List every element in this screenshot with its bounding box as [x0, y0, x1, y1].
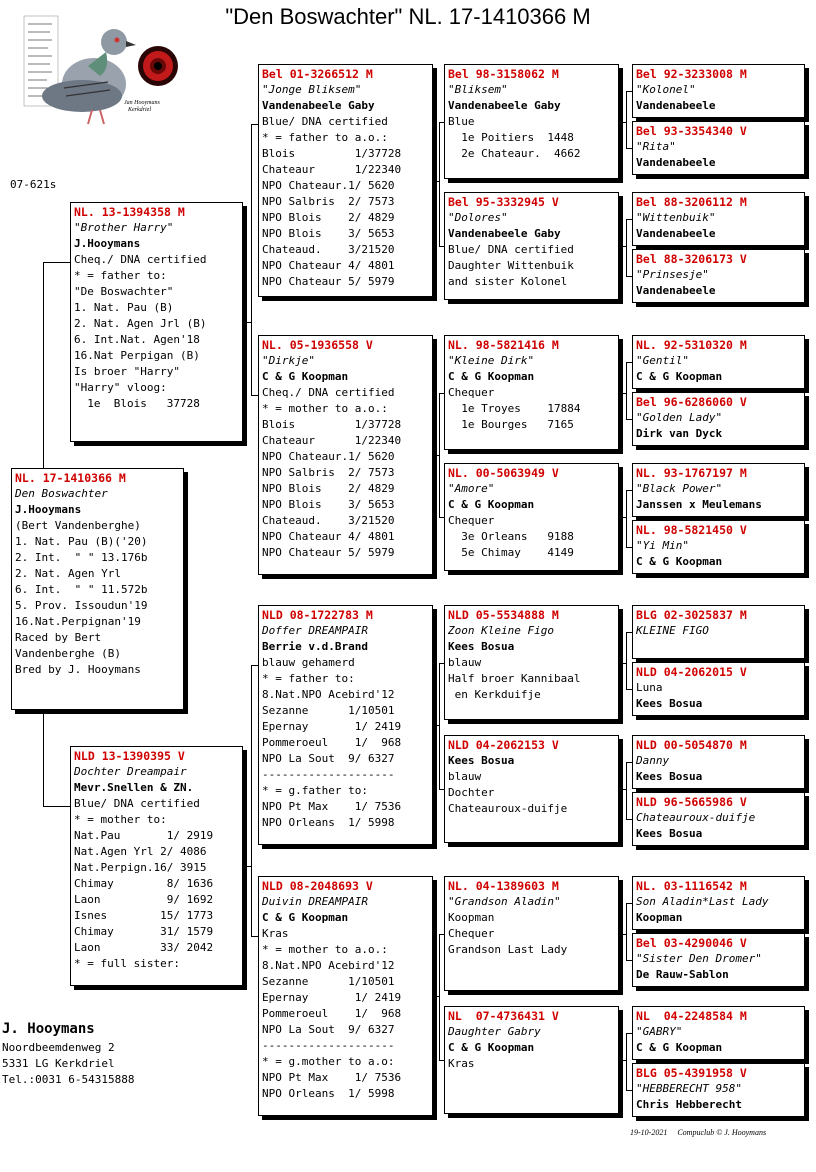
connector-line	[626, 632, 627, 690]
pigeon-card-g11	[632, 735, 805, 789]
breeder-name: Vandenabeele	[636, 156, 716, 169]
info-line: Chateaud. 3/21520	[262, 243, 395, 256]
info-line: * = mother to a.o.:	[262, 943, 388, 956]
footer	[630, 1128, 766, 1137]
info-line: Laon 9/ 1692	[74, 893, 214, 906]
info-line: Epernay 1/ 2419	[262, 720, 402, 733]
pigeon-card-g3	[632, 192, 805, 246]
info-line: NPO Blois 3/ 5653	[262, 227, 395, 240]
info-line: 5. Prov. Issoudun'19	[15, 599, 148, 612]
info-line: blauw gehamerd	[262, 656, 355, 669]
breeder-name: Janssen x Meulemans	[636, 498, 762, 511]
ring-number: NL 04-2248584 M	[636, 1009, 747, 1023]
pigeon-card-g16	[632, 1063, 805, 1117]
info-line: Chateauroux-duifje	[448, 802, 568, 815]
logo	[22, 14, 182, 130]
connector-line	[626, 903, 627, 961]
breeder-name: De Rauw-Sablon	[636, 968, 729, 981]
info-line: 1. Nat. Pau (B)	[74, 301, 174, 314]
breeder-name: C & G Koopman	[448, 1041, 535, 1054]
connector-line	[439, 393, 440, 519]
pigeon-card-mf	[258, 605, 433, 845]
pigeon-card-ff	[258, 64, 433, 297]
ring-number: BLG 05-4391958 V	[636, 1066, 747, 1080]
info-line: 3e Orleans 9188	[448, 530, 574, 543]
connector-line	[243, 322, 251, 323]
ring-number: NLD 96-5665986 V	[636, 795, 747, 809]
info-line: NPO La Sout 9/ 6327	[262, 1023, 395, 1036]
ring-number: NLD 00-5054870 M	[636, 738, 747, 752]
info-line: 1e Blois 37728	[74, 397, 200, 410]
info-line: Blois 1/37728	[262, 147, 402, 160]
info-line: NPO Blois 3/ 5653	[262, 498, 395, 511]
breeder-name: Vandenabeele	[636, 284, 716, 297]
info-line: Kees Bosua	[636, 697, 703, 710]
pigeon-card-mmm	[444, 1006, 619, 1114]
pigeon-card-mm	[258, 876, 433, 1116]
info-line: Grandson Last Lady	[448, 943, 568, 956]
info-line: NPO Blois 2/ 4829	[262, 211, 395, 224]
pigeon-name: KLEINE FIGO	[636, 624, 709, 637]
pigeon-card-g7	[632, 463, 805, 517]
breeder-name: Chris Hebberecht	[636, 1098, 742, 1111]
info-line: NPO Orleans 1/ 5998	[262, 816, 395, 829]
connector-line	[439, 663, 440, 791]
breeder-name: C & G Koopman	[636, 555, 723, 568]
pigeon-name: "Jonge Bliksem"	[262, 83, 362, 96]
ring-number: NLD 08-1722783 M	[262, 608, 373, 622]
connector-line	[433, 181, 439, 182]
connector-line	[439, 122, 440, 248]
pigeon-name: Dochter Dreampair	[74, 765, 187, 778]
pigeon-name: Son Aladin*Last Lady	[636, 895, 769, 908]
breeder-name: C & G Koopman	[448, 498, 535, 511]
pigeon-card-fm	[258, 335, 433, 575]
breeder-name: C & G Koopman	[636, 1041, 723, 1054]
pigeon-card-fff	[444, 64, 619, 179]
pigeon-card-g12	[632, 792, 805, 846]
info-line: Koopman	[448, 911, 495, 924]
svg-text:Kerkdriel: Kerkdriel	[128, 107, 151, 113]
info-line: * = mother to:	[74, 813, 167, 826]
info-line: blauw	[448, 656, 482, 669]
connector-line	[619, 517, 626, 518]
pigeon-name: "Black Power"	[636, 482, 723, 495]
connector-line	[619, 663, 626, 664]
info-line: Luna	[636, 681, 663, 694]
pigeon-name: "Grandson Aladin"	[448, 895, 561, 908]
info-line: NPO Pt Max 1/ 7536	[262, 1071, 402, 1084]
info-line: * = father to:	[262, 672, 355, 685]
info-line: 2e Chateaur. 4662	[448, 147, 581, 160]
pigeon-card-mfm	[444, 735, 619, 843]
pigeon-name: "Sister Den Dromer"	[636, 952, 762, 965]
pigeon-card-f	[70, 202, 243, 442]
info-line: --------------------	[262, 1039, 395, 1052]
connector-line	[251, 124, 252, 396]
info-line: NPO Blois 2/ 4829	[262, 482, 395, 495]
ring-number: NLD 08-2048693 V	[262, 879, 373, 893]
connector-line	[251, 665, 252, 937]
info-line: Kees Bosua	[448, 754, 515, 767]
info-line: 2. Nat. Agen Jrl (B)	[74, 317, 207, 330]
info-line: Chateaud. 3/21520	[262, 514, 395, 527]
ring-number: Bel 88-3206173 V	[636, 252, 747, 266]
connector-line	[619, 789, 626, 790]
pigeon-name: "Gentil"	[636, 354, 689, 367]
pigeon-name: "Yi Min"	[636, 539, 689, 552]
info-line: NPO Pt Max 1/ 7536	[262, 800, 402, 813]
info-line: Daughter Wittenbuik	[448, 259, 574, 272]
svg-text:Jan Hooymans: Jan Hooymans	[124, 100, 160, 106]
connector-line	[619, 1060, 626, 1061]
info-line: Chequer	[448, 514, 495, 527]
ring-number: NL. 13-1394358 M	[74, 205, 185, 219]
info-line: Nat.Perpign.16/ 3915	[74, 861, 207, 874]
connector-line	[619, 393, 626, 394]
pigeon-card-g5	[632, 335, 805, 389]
info-line: blauw	[448, 770, 482, 783]
pigeon-card-mff	[444, 605, 619, 720]
info-line: 16.Nat Perpigan (B)	[74, 349, 200, 362]
info-line: Cheq./ DNA certified	[262, 386, 395, 399]
info-line: "Harry" vloog:	[74, 381, 167, 394]
breeder-name: C & G Koopman	[262, 911, 349, 924]
info-line: Chequer	[448, 386, 495, 399]
pigeon-card-m	[70, 746, 243, 986]
pigeon-card-g15	[632, 1006, 805, 1060]
connector-line	[626, 91, 627, 149]
connector-line	[251, 395, 258, 396]
info-line: * = mother to a.o.:	[262, 402, 388, 415]
connector-line	[626, 490, 627, 548]
pigeon-name: Danny	[636, 754, 670, 767]
breeder-name: J.Hooymans	[74, 237, 141, 250]
connector-line	[433, 996, 439, 997]
pigeon-card-main	[11, 468, 184, 710]
ring-number: NL. 04-1389603 M	[448, 879, 559, 893]
breeder-name: Kees Bosua	[636, 827, 703, 840]
info-line: 6. Int.Nat. Agen'18	[74, 333, 200, 346]
pedigree-code: 07-621s	[10, 178, 57, 191]
info-line: Blue/ DNA certified	[262, 115, 388, 128]
info-line: Laon 33/ 2042	[74, 941, 214, 954]
pigeon-card-g6	[632, 392, 805, 446]
info-line: * = father to a.o.:	[262, 131, 388, 144]
info-line: Pommeroeul 1/ 968	[262, 1007, 402, 1020]
info-line: Isnes 15/ 1773	[74, 909, 214, 922]
info-line: 1e Bourges 7165	[448, 418, 574, 431]
ring-number: NL. 00-5063949 V	[448, 466, 559, 480]
info-line: (Bert Vandenberghe)	[15, 519, 141, 532]
pigeon-logo-icon	[22, 14, 182, 130]
pigeon-card-g14	[632, 933, 805, 987]
pigeon-name: "Golden Lady"	[636, 411, 723, 424]
pigeon-card-g2	[632, 121, 805, 175]
pigeon-name: Doffer DREAMPAIR	[262, 624, 368, 637]
info-line: --------------------	[262, 768, 395, 781]
info-line: Sezanne 1/10501	[262, 704, 395, 717]
info-line: NPO Chateaur 5/ 5979	[262, 546, 395, 559]
ring-number: Bel 92-3233008 M	[636, 67, 747, 81]
pigeon-card-ffm	[444, 192, 619, 300]
breeder-name: Berrie v.d.Brand	[262, 640, 368, 653]
info-line: en Kerkduifje	[448, 688, 541, 701]
breeder-name: Vandenabeele	[636, 227, 716, 240]
footer-credit: Compuclub © J. Hooymans	[677, 1128, 767, 1137]
info-line: and sister Kolonel	[448, 275, 568, 288]
owner-address-line: 5331 LG Kerkdriel	[2, 1057, 115, 1070]
ring-number: NL. 17-1410366 M	[15, 471, 126, 485]
ring-number: NL. 98-5821450 V	[636, 523, 747, 537]
ring-number: Bel 01-3266512 M	[262, 67, 373, 81]
pigeon-name: "Rita"	[636, 140, 676, 153]
info-line: 16.Nat.Perpignan'19	[15, 615, 141, 628]
pigeon-name: "Dolores"	[448, 211, 508, 224]
connector-line	[619, 122, 626, 123]
ring-number: NL. 03-1116542 M	[636, 879, 747, 893]
info-line: 6. Int. " " 11.572b	[15, 583, 148, 596]
page-title: "Den Boswachter" NL. 17-1410366 M	[225, 4, 591, 29]
pigeon-name: "HEBBERECHT 958"	[636, 1082, 742, 1095]
info-line: 8.Nat.NPO Acebird'12	[262, 688, 395, 701]
owner-phone: Tel.:0031 6-54315888	[2, 1073, 135, 1086]
ring-number: NL. 93-1767197 M	[636, 466, 747, 480]
info-line: Half broer Kannibaal	[448, 672, 581, 685]
info-line: Nat.Agen Yrl 2/ 4086	[74, 845, 207, 858]
info-line: Nat.Pau 1/ 2919	[74, 829, 214, 842]
ring-number: NL. 05-1936558 V	[262, 338, 373, 352]
pigeon-name: "Kolonel"	[636, 83, 696, 96]
pigeon-name: Chateauroux-duifje	[636, 811, 756, 824]
ring-number: Bel 88-3206112 M	[636, 195, 747, 209]
connector-line	[626, 219, 627, 277]
connector-line	[619, 246, 626, 247]
info-line: Epernay 1/ 2419	[262, 991, 402, 1004]
breeder-name: Vandenabeele Gaby	[448, 99, 561, 112]
connector-line	[251, 665, 258, 666]
info-line: Kras	[262, 927, 289, 940]
ring-number: NL 07-4736431 V	[448, 1009, 559, 1023]
info-line: 1. Nat. Pau (B)('20)	[15, 535, 148, 548]
connector-line	[439, 934, 440, 1062]
pigeon-name: "Kleine Dirk"	[448, 354, 535, 367]
ring-number: NL. 98-5821416 M	[448, 338, 559, 352]
connector-line	[43, 806, 70, 807]
breeder-name: Koopman	[636, 911, 683, 924]
info-line: NPO Chateaur 4/ 4801	[262, 259, 395, 272]
info-line: 2. Int. " " 13.176b	[15, 551, 148, 564]
info-line: NPO Salbris 2/ 7573	[262, 466, 395, 479]
info-line: Blue/ DNA certified	[448, 243, 574, 256]
info-line: Is broer "Harry"	[74, 365, 180, 378]
pigeon-card-fmf	[444, 335, 619, 450]
info-line: "De Boswachter"	[74, 285, 174, 298]
breeder-name: Kees Bosua	[636, 770, 703, 783]
info-line: Chequer	[448, 927, 495, 940]
info-line: 2. Nat. Agen Yrl	[15, 567, 121, 580]
pigeon-name: Daughter Gabry	[448, 1025, 541, 1038]
info-line: Chateaur 1/22340	[262, 434, 402, 447]
pigeon-name: "Amore"	[448, 482, 495, 495]
footer-date: 19-10-2021	[630, 1128, 668, 1137]
breeder-name: C & G Koopman	[448, 370, 535, 383]
breeder-name: Vandenabeele	[636, 99, 716, 112]
breeder-name: Vandenabeele Gaby	[448, 227, 561, 240]
breeder-name: Vandenabeele Gaby	[262, 99, 375, 112]
owner-name: J. Hooymans	[2, 1021, 95, 1037]
ring-number: Bel 03-4290046 V	[636, 936, 747, 950]
info-line: Blue	[448, 115, 475, 128]
pigeon-card-g8	[632, 520, 805, 574]
pigeon-name: Den Boswachter	[15, 487, 108, 500]
info-line: NPO Chateaur 4/ 4801	[262, 530, 395, 543]
info-line: NPO Chateaur 5/ 5979	[262, 275, 395, 288]
breeder-name: C & G Koopman	[262, 370, 349, 383]
connector-line	[251, 936, 258, 937]
info-line: * = father to:	[74, 269, 167, 282]
connector-line	[619, 934, 626, 935]
pigeon-name: "Wittenbuik"	[636, 211, 716, 224]
info-line: NPO Orleans 1/ 5998	[262, 1087, 395, 1100]
info-line: Vandenberghe (B)	[15, 647, 121, 660]
pigeon-name: "GABRY"	[636, 1025, 683, 1038]
connector-line	[43, 262, 70, 263]
info-line: Cheq./ DNA certified	[74, 253, 207, 266]
ring-number: NL. 92-5310320 M	[636, 338, 747, 352]
info-line: 5e Chimay 4149	[448, 546, 574, 559]
info-line: NPO La Sout 9/ 6327	[262, 752, 395, 765]
pigeon-card-g13	[632, 876, 805, 930]
info-line: NPO Chateaur.1/ 5620	[262, 450, 395, 463]
ring-number: BLG 02-3025837 M	[636, 608, 747, 622]
pigeon-name: "Bliksem"	[448, 83, 508, 96]
pigeon-card-mmf	[444, 876, 619, 991]
info-line: * = full sister:	[74, 957, 180, 970]
breeder-name: Mevr.Snellen & ZN.	[74, 781, 194, 794]
info-line: Raced by Bert	[15, 631, 102, 644]
breeder-name: Dirk van Dyck	[636, 427, 723, 440]
ring-number: NLD 04-2062153 V	[448, 738, 559, 752]
connector-line	[243, 866, 251, 867]
connector-line	[626, 362, 627, 420]
pigeon-card-g10	[632, 662, 805, 716]
info-line: 1e Troyes 17884	[448, 402, 581, 415]
owner-address-line: Noordbeemdenweg 2	[2, 1041, 115, 1054]
info-line: Blois 1/37728	[262, 418, 402, 431]
ring-number: Bel 93-3354340 V	[636, 124, 747, 138]
ring-number: NLD 13-1390395 V	[74, 749, 185, 763]
info-line: * = g.mother to a.o:	[262, 1055, 395, 1068]
info-line: NPO Salbris 2/ 7573	[262, 195, 395, 208]
pigeon-card-fmm	[444, 463, 619, 571]
ring-number: NLD 04-2062015 V	[636, 665, 747, 679]
breeder-name: J.Hooymans	[15, 503, 82, 516]
pigeon-name: "Prinsesje"	[636, 268, 709, 281]
ring-number: NLD 05-5534888 M	[448, 608, 559, 622]
pigeon-card-g1	[632, 64, 805, 118]
info-line: Chateaur 1/22340	[262, 163, 402, 176]
pigeon-name: "Brother Harry"	[74, 221, 174, 234]
pigeon-name: Zoon Kleine Figo	[448, 624, 554, 637]
connector-line	[433, 455, 439, 456]
info-line: Chimay 8/ 1636	[74, 877, 214, 890]
pigeon-name: "Dirkje"	[262, 354, 315, 367]
pigeon-card-g4	[632, 249, 805, 303]
info-line: Pommeroeul 1/ 968	[262, 736, 402, 749]
info-line: 1e Poitiers 1448	[448, 131, 574, 144]
connector-line	[626, 1033, 627, 1091]
breeder-name: Kees Bosua	[448, 640, 515, 653]
pigeon-name: Duivin DREAMPAIR	[262, 895, 368, 908]
info-line: Kras	[448, 1057, 475, 1070]
pigeon-card-g9	[632, 605, 805, 659]
connector-line	[626, 762, 627, 820]
info-line: * = g.father to:	[262, 784, 368, 797]
info-line: Blue/ DNA certified	[74, 797, 200, 810]
info-line: Sezanne 1/10501	[262, 975, 395, 988]
owner-block	[2, 1018, 134, 1088]
breeder-name: C & G Koopman	[636, 370, 723, 383]
info-line: 8.Nat.NPO Acebird'12	[262, 959, 395, 972]
info-line: NPO Chateaur.1/ 5620	[262, 179, 395, 192]
ring-number: Bel 96-6286060 V	[636, 395, 747, 409]
ring-number: Bel 98-3158062 M	[448, 67, 559, 81]
info-line: Dochter	[448, 786, 495, 799]
connector-line	[433, 725, 439, 726]
connector-line	[251, 124, 258, 125]
ring-number: Bel 95-3332945 V	[448, 195, 559, 209]
info-line: Chimay 31/ 1579	[74, 925, 214, 938]
info-line: Bred by J. Hooymans	[15, 663, 141, 676]
